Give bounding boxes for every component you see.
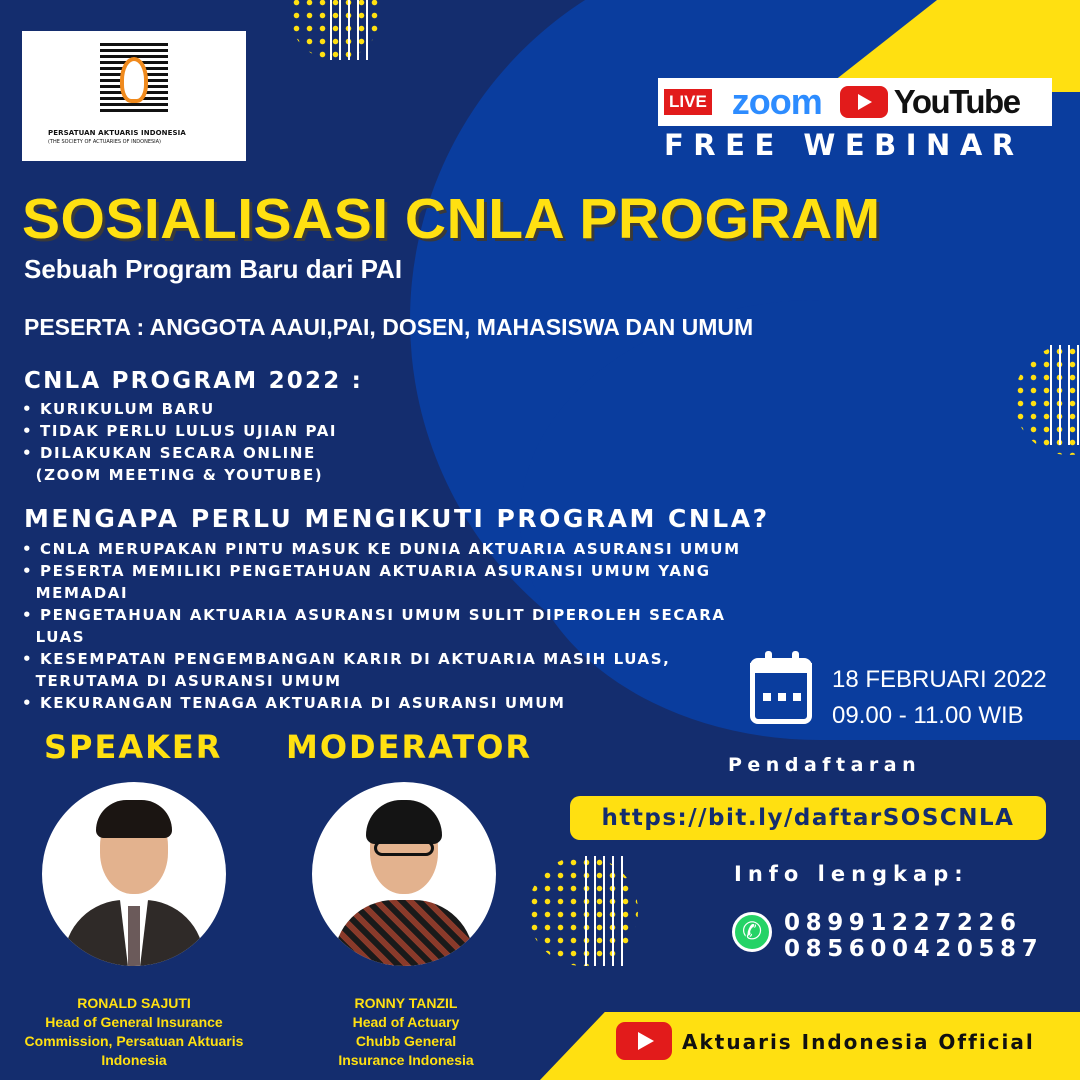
info-label: Info lengkap: — [734, 862, 969, 886]
youtube-footer-icon — [616, 1022, 672, 1060]
moderator-heading: MODERATOR — [286, 728, 533, 766]
reason-item-4: • KESEMPATAN PENGEMBANGAN KARIR DI AKTUARIA MASIH LUAS, — [22, 650, 671, 668]
speaker-role-3: Indonesia — [101, 1052, 167, 1068]
moderator-role-3: Insurance Indonesia — [338, 1052, 474, 1068]
event-date: 18 FEBRUARI 2022 — [832, 666, 1047, 693]
participants-line: PESERTA : ANGGOTA AAUI,PAI, DOSEN, MAHASISWA DAN UMUM — [24, 314, 754, 340]
whatsapp-icon — [732, 912, 772, 952]
logo-subname: (THE SOCIETY OF ACTUARIES OF INDONESIA) — [48, 139, 161, 145]
channel-name[interactable]: Aktuaris Indonesia Official — [682, 1030, 1035, 1054]
program-item-1: • KURIKULUM BARU — [22, 400, 215, 418]
youtube-play-icon — [840, 86, 888, 118]
moderator-name: RONNY TANZIL — [354, 995, 458, 1011]
reason-item-3-cont: LUAS — [22, 628, 86, 646]
reason-item-3: • PENGETAHUAN AKTUARIA ASURANSI UMUM SULIT DIPEROLEH SECARA — [22, 606, 726, 624]
speaker-heading: SPEAKER — [44, 728, 223, 766]
lines-decoration-right — [1050, 345, 1080, 445]
speaker-photo — [42, 782, 226, 966]
moderator-role-1: Head of Actuary — [352, 1014, 460, 1030]
moderator-name-block — [300, 994, 512, 1070]
speaker-role-2: Commission, Persatuan Aktuaris — [24, 1033, 244, 1049]
reason-item-2-cont: MEMADAI — [22, 584, 129, 602]
reason-item-4-cont: TERUTAMA DI ASURANSI UMUM — [22, 672, 342, 690]
phone-2[interactable]: 085600420587 — [784, 936, 1044, 962]
event-time: 09.00 - 11.00 WIB — [832, 702, 1024, 729]
phone-1[interactable]: 08991227226 — [784, 910, 1022, 936]
calendar-icon — [750, 658, 812, 724]
program-item-2: • TIDAK PERLU LULUS UJIAN PAI — [22, 422, 338, 440]
pai-logo — [22, 31, 246, 161]
reason-item-1: • CNLA MERUPAKAN PINTU MASUK KE DUNIA AKTUARIA ASURANSI UMUM — [22, 540, 741, 558]
program-heading: CNLA PROGRAM 2022 : — [24, 368, 364, 394]
speaker-name: RONALD SAJUTI — [77, 995, 191, 1011]
live-camera-icon: LIVE — [664, 89, 712, 115]
youtube-logo: YouTube — [893, 83, 1020, 120]
platform-badges — [658, 78, 1052, 126]
reasons-heading: MENGAPA PERLU MENGIKUTI PROGRAM CNLA? — [24, 504, 770, 533]
free-webinar-tagline: FREE WEBINAR — [664, 128, 1024, 162]
moderator-photo — [312, 782, 496, 966]
logo-name: PERSATUAN AKTUARIS INDONESIA — [48, 129, 186, 137]
event-subtitle: Sebuah Program Baru dari PAI — [24, 254, 403, 284]
registration-label: Pendaftaran — [728, 754, 922, 776]
pai-logo-mark — [100, 43, 168, 115]
event-title: SOSIALISASI CNLA PROGRAM — [22, 187, 881, 251]
registration-link[interactable]: https://bit.ly/daftarSOSCNLA — [570, 796, 1046, 840]
lines-decoration-mid — [585, 856, 630, 966]
lines-decoration-top — [330, 0, 375, 60]
program-item-3-cont: (ZOOM MEETING & YOUTUBE) — [22, 466, 324, 484]
pai-logo-fish-icon — [120, 57, 148, 103]
speaker-role-1: Head of General Insurance — [45, 1014, 223, 1030]
speaker-name-block — [6, 994, 262, 1070]
zoom-logo: zoom — [731, 81, 822, 122]
reason-item-5: • KEKURANGAN TENAGA AKTUARIA DI ASURANSI UMUM — [22, 694, 566, 712]
program-item-3: • DILAKUKAN SECARA ONLINE — [22, 444, 316, 462]
moderator-role-2: Chubb General — [355, 1033, 457, 1049]
reason-item-2: • PESERTA MEMILIKI PENGETAHUAN AKTUARIA ASURANSI UMUM YANG — [22, 562, 711, 580]
